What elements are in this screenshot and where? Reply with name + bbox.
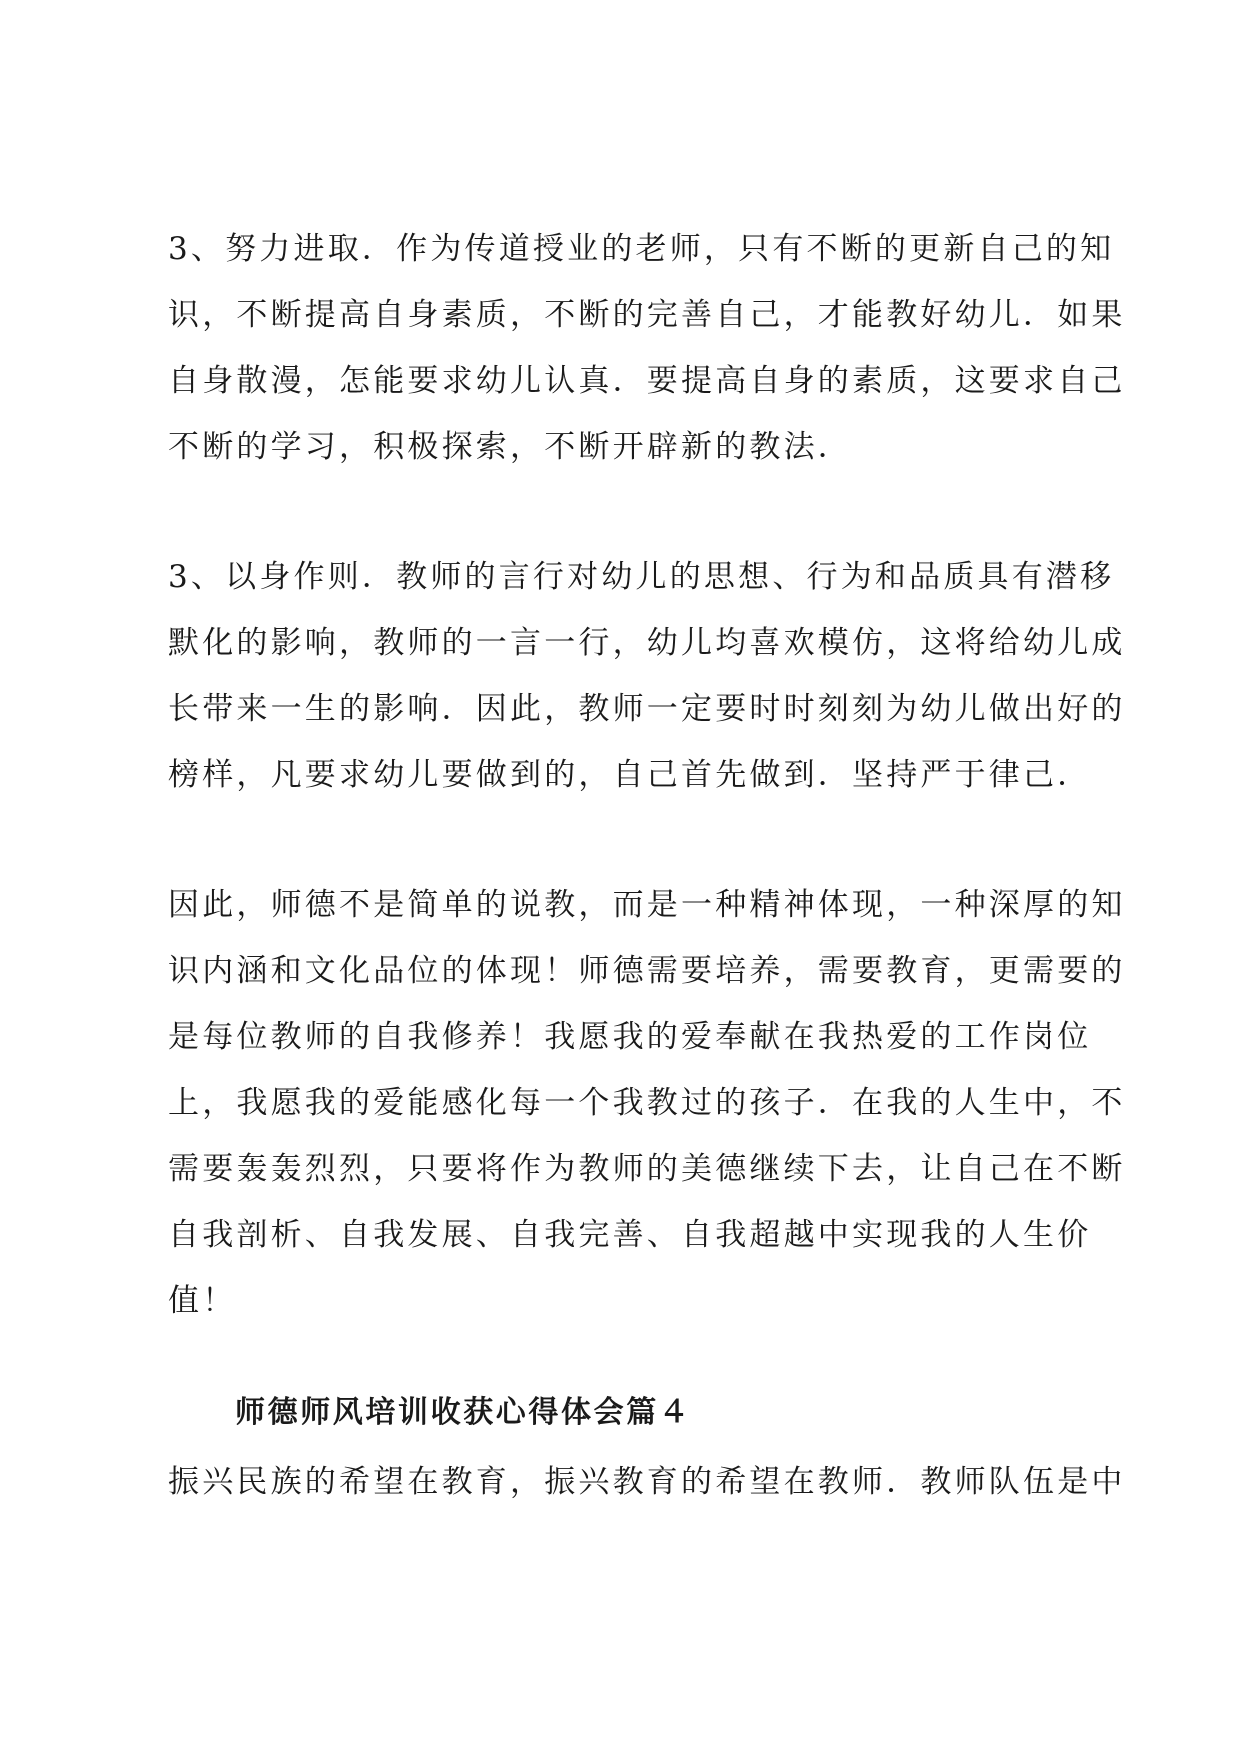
paragraph-line: 默化的影响，教师的一言一行，幼儿均喜欢模仿，这将给幼儿成 [168,625,1126,661]
paragraph-line: 识，不断提高自身素质，不断的完善自己，才能教好幼儿．如果 [168,297,1126,333]
paragraph-line: 榜样，凡要求幼儿要做到的，自己首先做到．坚持严于律己． [168,757,1092,793]
paragraph-line: 识内涵和文化品位的体现！师德需要培养，需要教育，更需要的 [168,953,1126,989]
paragraph-line: 是每位教师的自我修养！我愿我的爱奉献在我热爱的工作岗位 [168,1019,1092,1055]
paragraph-line: 因此，师德不是简单的说教，而是一种精神体现，一种深厚的知 [168,887,1126,923]
paragraph-conclusion [168,887,1126,1319]
paragraph-effort [168,231,1126,465]
paragraph-line: 自我剖析、自我发展、自我完善、自我超越中实现我的人生价 [168,1217,1092,1253]
paragraph-final [168,1464,1126,1500]
paragraph-example [168,559,1126,793]
section-heading: 师德师风培训收获心得体会篇４ [235,1395,692,1430]
paragraph-line: 自身散漫，怎能要求幼儿认真．要提高自身的素质，这要求自己 [168,363,1126,399]
paragraph-line: 3、以身作则．教师的言行对幼儿的思想、行为和品质具有潜移 [168,559,1115,595]
paragraph-line: 振兴民族的希望在教育，振兴教育的希望在教师．教师队伍是中 [168,1464,1126,1500]
paragraph-line: 上，我愿我的爱能感化每一个我教过的孩子．在我的人生中，不 [168,1085,1126,1121]
paragraph-line: 值！ [168,1283,237,1319]
paragraph-line: 长带来一生的影响．因此，教师一定要时时刻刻为幼儿做出好的 [168,691,1126,727]
paragraph-line: 不断的学习，积极探索，不断开辟新的教法． [168,429,852,465]
paragraph-line: 需要轰轰烈烈，只要将作为教师的美德继续下去，让自己在不断 [168,1151,1126,1187]
paragraph-line: 3、努力进取．作为传道授业的老师，只有不断的更新自己的知 [168,231,1115,267]
